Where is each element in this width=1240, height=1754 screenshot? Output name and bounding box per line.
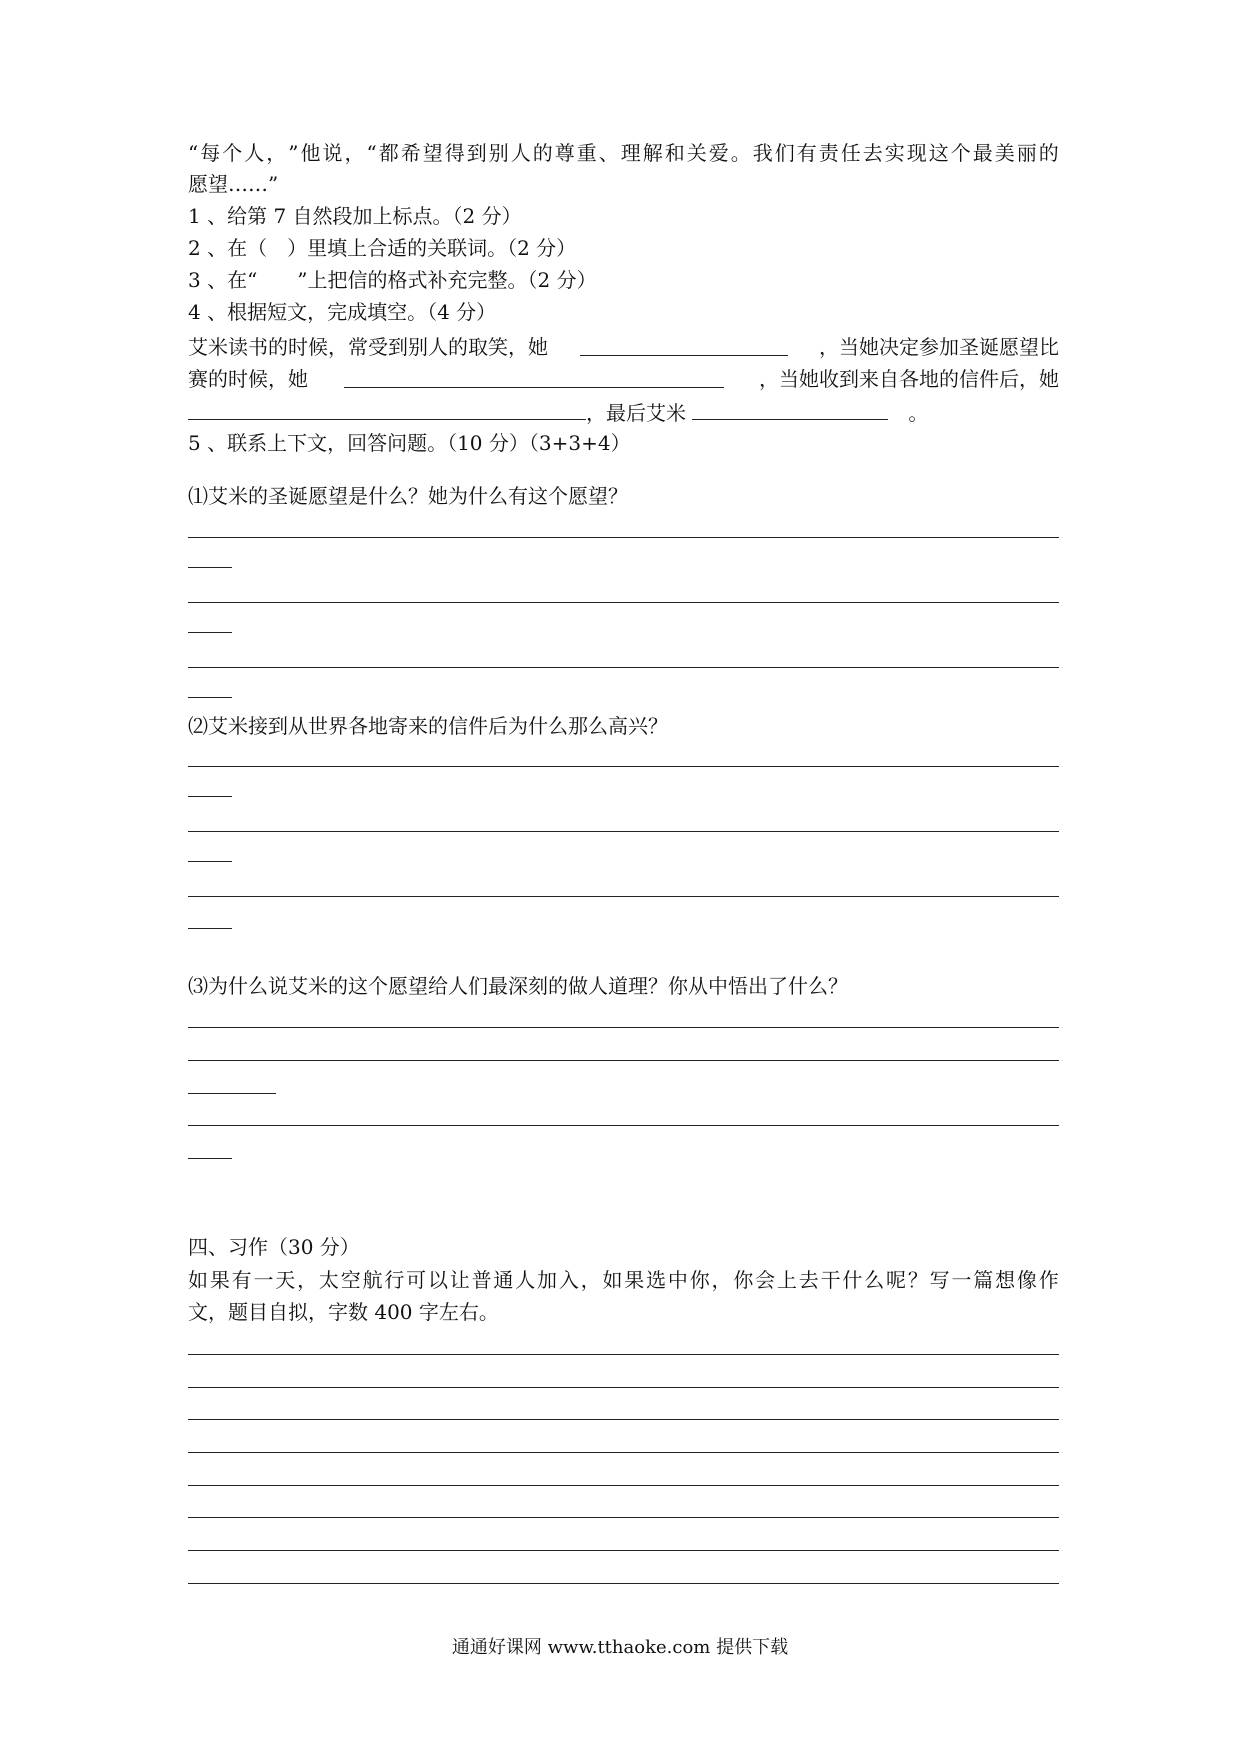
q4-text: 。 — [908, 401, 929, 425]
q4-text: ，当她决定参加圣诞愿望比 — [819, 335, 1059, 359]
writing-line[interactable] — [188, 1583, 1059, 1584]
footer: 通通好课网 www.tthaoke.com 提供下载 — [451, 1637, 789, 1658]
answer-line[interactable] — [188, 567, 232, 568]
question-2: 2 、在（ ）里填上合适的关联词。（2 分） — [188, 236, 577, 260]
answer-line[interactable] — [188, 537, 1059, 538]
question-5-3: ⑶为什么说艾米的这个愿望给人们最深刻的做人道理？你从中悟出了什么？ — [188, 974, 848, 998]
writing-line[interactable] — [188, 1485, 1059, 1486]
fill-blank[interactable] — [344, 365, 724, 388]
answer-line[interactable] — [188, 766, 1059, 767]
writing-line[interactable] — [188, 1452, 1059, 1453]
answer-line[interactable] — [188, 1027, 1059, 1028]
q4-fill-line-1 — [188, 333, 1059, 361]
passage-line-2: 愿望……” — [188, 172, 279, 196]
answer-line[interactable] — [188, 796, 232, 797]
writing-line[interactable] — [188, 1354, 1059, 1355]
fill-blank[interactable] — [580, 333, 788, 356]
q4-text: 艾米读书的时候，常受到别人的取笑，她 — [188, 335, 548, 359]
q4-text: ，最后艾米 — [586, 401, 686, 425]
fill-blank[interactable] — [692, 397, 888, 420]
question-4: 4 、根据短文，完成填空。（4 分） — [188, 300, 497, 324]
writing-line[interactable] — [188, 1517, 1059, 1518]
question-5: 5 、联系上下文，回答问题。（10 分）（3+3+4） — [188, 431, 631, 455]
q4-fill-line-2 — [188, 365, 1059, 393]
answer-line[interactable] — [188, 667, 1059, 668]
answer-line[interactable] — [188, 928, 232, 929]
composition-prompt-2: 文，题目自拟，字数 400 字左右。 — [188, 1300, 499, 1324]
answer-line[interactable] — [188, 896, 1059, 897]
answer-line[interactable] — [188, 1125, 1059, 1126]
answer-line[interactable] — [188, 1093, 276, 1094]
answer-line[interactable] — [188, 602, 1059, 603]
question-5-1: ⑴艾米的圣诞愿望是什么？她为什么有这个愿望？ — [188, 484, 628, 508]
question-1: 1 、给第 7 自然段加上标点。（2 分） — [188, 204, 522, 228]
q4-text: 赛的时候，她 — [188, 367, 308, 391]
answer-line[interactable] — [188, 697, 232, 698]
fill-blank[interactable] — [188, 397, 586, 420]
question-5-2: ⑵艾米接到从世界各地寄来的信件后为什么那么高兴？ — [188, 714, 668, 738]
answer-line[interactable] — [188, 831, 1059, 832]
answer-line[interactable] — [188, 1060, 1059, 1061]
passage-line-1: “ 每 个 人 ， ” 他 说 ， “ 都 希 望 得 到 别 人 的 尊 重 、 理 解 和 关 爱 。 我 们 有 责 任 去 实 现 这 个 最 美 丽 的 — [188, 141, 1059, 165]
q4-fill-line-3 — [188, 397, 928, 427]
composition-prompt-1: 如 果 有 一 天 ， 太 空 航 行 可 以 让 普 通 人 加 入 ， 如 果 选 中 你 ， 你 会 上 去 干 什 么 呢 ？ 写 一 篇 想 像 作 — [188, 1268, 1059, 1292]
question-3: 3 、在“ ”上把信的格式补充完整。（2 分） — [188, 268, 597, 292]
answer-line[interactable] — [188, 861, 232, 862]
writing-line[interactable] — [188, 1419, 1059, 1420]
answer-line[interactable] — [188, 632, 232, 633]
composition-heading: 四、习作（30 分） — [188, 1235, 360, 1259]
writing-line[interactable] — [188, 1387, 1059, 1388]
writing-line[interactable] — [188, 1550, 1059, 1551]
answer-line[interactable] — [188, 1158, 232, 1159]
q4-text: ，当她收到来自各地的信件后，她 — [759, 367, 1059, 391]
